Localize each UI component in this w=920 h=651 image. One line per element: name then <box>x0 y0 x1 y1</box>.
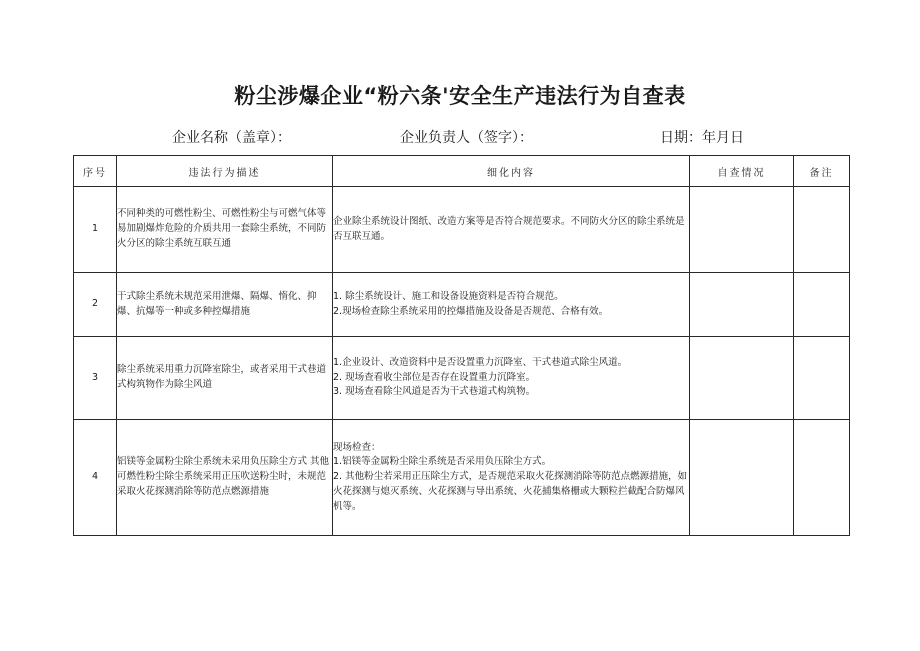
detail-line: 3. 现场查看除尘风道是否为干式巷道式构筑物。 <box>333 386 536 398</box>
detail-line: 2. 其他粉尘若采用正压除尘方式，是否规范采取火花探测消除等防范点燃源措施，如火花探测与熄灭系统、火花探测与导出系统、火花捕集格栅或大颗粒拦截配合防爆风机等。 <box>333 471 688 512</box>
row-serial-no: 4 <box>74 420 117 536</box>
table-row <box>74 420 850 536</box>
detail-line: 2.现场检查除尘系统采用的控爆措施及设备是否规范、合格有效。 <box>333 305 609 317</box>
self-check-table <box>73 155 850 536</box>
detail-line: 1. 除尘系统设计、施工和设备设施资料是否符合规范。 <box>333 290 564 302</box>
table-row <box>74 273 850 337</box>
detail-line: 2. 现场查看收尘部位是否存在设置重力沉降室。 <box>333 371 536 383</box>
detail-line: 现场检查： <box>333 441 381 453</box>
row-detailed-content <box>333 273 690 337</box>
date-label: 日期：年月日 <box>660 130 744 146</box>
row-detailed-content <box>333 420 690 536</box>
row-remarks[interactable] <box>794 337 850 420</box>
header-serial-no: 序号 <box>74 156 117 187</box>
detail-line: 企业除尘系统设计图纸、改造方案等是否符合规范要求。不同防火分区的除尘系统是否互联互通。 <box>333 215 685 242</box>
company-owner-label: 企业负责人（签字）： <box>400 130 533 146</box>
table-row <box>74 337 850 420</box>
table-row <box>74 187 850 273</box>
header-detailed-content: 细化内容 <box>333 156 690 187</box>
detail-line: 1.铝镁等金属粉尘除尘系统是否采用负压除尘方式。 <box>333 456 552 468</box>
table-header-row <box>74 156 850 187</box>
row-serial-no: 2 <box>74 273 117 337</box>
row-self-check-status[interactable] <box>690 420 794 536</box>
row-remarks[interactable] <box>794 273 850 337</box>
detail-line: 1.企业设计、改造资料中是否设置重力沉降室、干式巷道式除尘风道。 <box>333 356 628 368</box>
row-remarks[interactable] <box>794 187 850 273</box>
row-detailed-content <box>333 187 690 273</box>
row-detailed-content <box>333 337 690 420</box>
header-remarks: 备注 <box>794 156 850 187</box>
company-name-label: 企业名称（盖章）： <box>172 130 291 146</box>
row-self-check-status[interactable] <box>690 273 794 337</box>
header-self-check-status: 自查情况 <box>690 156 794 187</box>
document-title: 粉尘涉爆企业“粉六条'安全生产违法行为自查表 <box>234 84 686 108</box>
row-violation-description: 除尘系统采用重力沉降室除尘，或者采用干式巷道式构筑物作为除尘风道 <box>117 337 333 420</box>
row-serial-no: 1 <box>74 187 117 273</box>
row-violation-description: 干式除尘系统未规范采用泄爆、隔爆、惰化、抑爆、抗爆等一种或多种控爆措施 <box>117 273 333 337</box>
row-violation-description: 不同种类的可燃性粉尘、可燃性粉尘与可燃气体等易加剧爆炸危险的介质共用一套除尘系统，不同防火分区的除尘系统互联互通 <box>117 187 333 273</box>
header-violation-description: 违法行为描述 <box>117 156 333 187</box>
row-self-check-status[interactable] <box>690 187 794 273</box>
row-serial-no: 3 <box>74 337 117 420</box>
row-remarks[interactable] <box>794 420 850 536</box>
row-violation-description: 铝镁等金属粉尘除尘系统未采用负压除尘方式 其他可燃性粉尘除尘系统采用正压吹送粉尘时，未规范采取火花探测消除等防范点燃源措施 <box>117 420 333 536</box>
row-self-check-status[interactable] <box>690 337 794 420</box>
